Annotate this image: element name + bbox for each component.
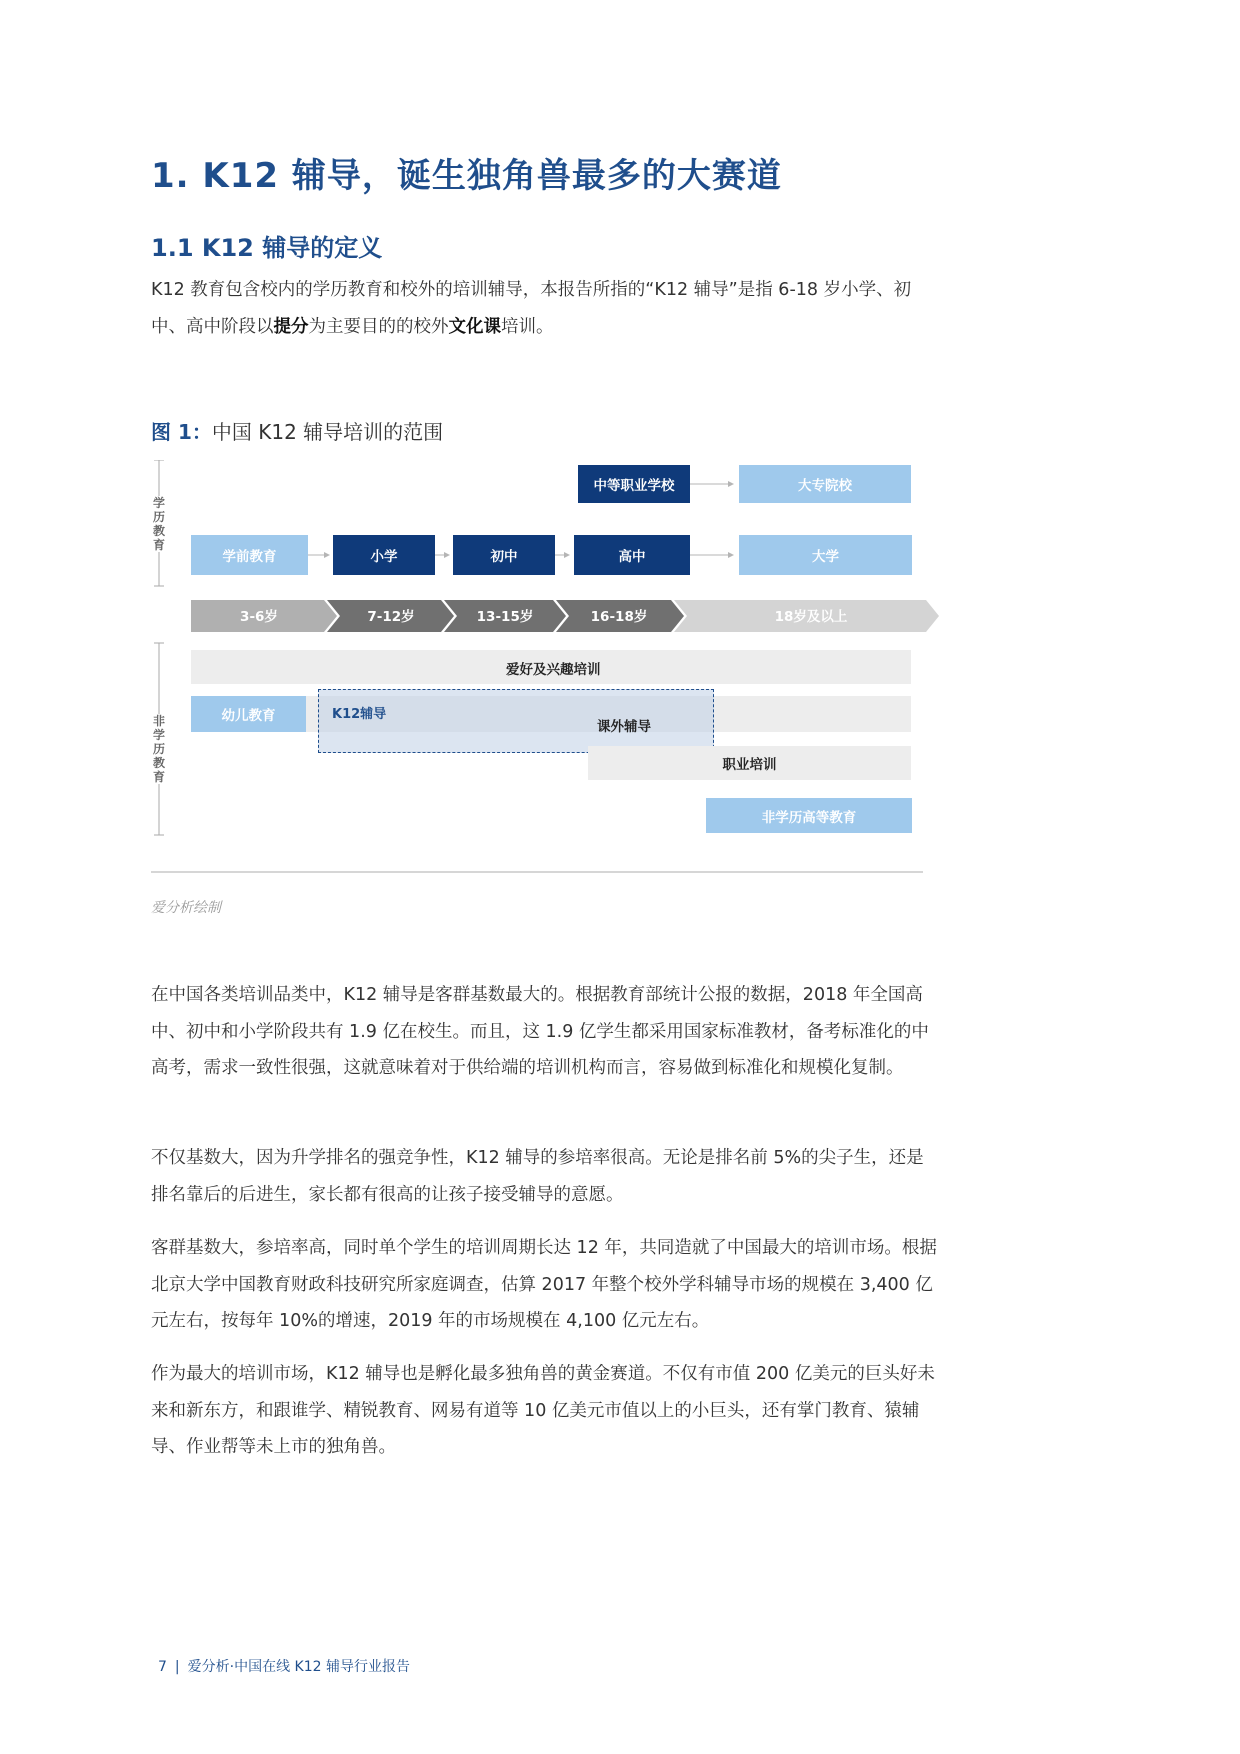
age-label: 13-15岁 [476, 609, 534, 625]
box-junior-college: 大专院校 [739, 465, 911, 503]
k12-label: K12辅导 [332, 707, 387, 722]
box-university: 大学 [739, 535, 912, 575]
tutoring-label: 课外辅导 [597, 719, 651, 735]
report-title: 爱分析·中国在线 K12 辅导行业报告 [187, 1659, 410, 1675]
body-paragraph: 不仅基数大，因为升学排名的强竞争性，K12 辅导的参培率很高。无论是排名前 5%的尖子生，还是排名靠后的后进生，家长都有很高的让孩子接受辅导的意愿。 [151, 1148, 924, 1205]
intro-paragraph: K12 教育包含校内的学历教育和校外的培训辅导，本报告所指的“K12 辅导”是指 6-18 岁小学、初中、高中阶段以提分为主要目的的校外文化课培训。 [151, 280, 912, 337]
subsection-heading: 1.1 K12 辅导的定义 [151, 234, 383, 262]
footer-separator: | [174, 1659, 180, 1675]
page-number: 7 [158, 1659, 167, 1675]
box-preschool: 学前教育 [191, 535, 308, 575]
age-label: 3-6岁 [240, 609, 278, 625]
k12-scope-diagram [151, 460, 941, 880]
box-secondary-vocational-school: 中等职业学校 [578, 465, 690, 503]
bold-term-culture: 文化课 [448, 316, 501, 337]
box-primary-school: 小学 [333, 535, 435, 575]
body-paragraph: 在中国各类培训品类中，K12 辅导是客群基数最大的。根据教育部统计公报的数据，2018 年全国高中、初中和小学阶段共有 1.9 亿在校生。而且，这 1.9 亿学生都采用国家标准教材，备考标准化的中高考，需求一致性很强，这就意味着对于供给端的培训机构而言，容易做到标准化和规模化复制。 [151, 985, 929, 1078]
section-heading: 1. K12 辅导，诞生独角兽最多的大赛道 [151, 156, 782, 196]
age-label: 16-18岁 [590, 609, 648, 625]
figure-caption: 爱分析绘制 [151, 900, 221, 916]
box-vocational-training: 职业培训 [588, 746, 911, 780]
age-label: 7-12岁 [367, 609, 415, 625]
page-footer [158, 1656, 410, 1676]
body-paragraph: 作为最大的培训市场，K12 辅导也是孵化最多独角兽的黄金赛道。不仅有市值 200 亿美元的巨头好未来和新东方，和跟谁学、精锐教育、网易有道等 10 亿美元市值以上的小巨头，还有掌门教育、猿辅导、作业帮等未上市的独角兽。 [151, 1364, 935, 1457]
box-nonformal-higher-education: 非学历高等教育 [706, 798, 912, 833]
k12-tutoring-highlight [318, 689, 714, 753]
box-hobby-training: 爱好及兴趣培训 [191, 650, 911, 684]
side-label-nonformal-education: 非学历教育 [152, 714, 165, 784]
age-label: 18岁及以上 [774, 609, 848, 625]
bold-term-score: 提分 [273, 316, 309, 337]
box-junior-high: 初中 [453, 535, 555, 575]
box-kindergarten: 幼儿教育 [191, 696, 306, 732]
figure-title: 图 1：中国 K12 辅导培训的范围 [151, 420, 444, 444]
side-label-formal-education: 学历教育 [152, 496, 165, 552]
box-senior-high: 高中 [574, 535, 690, 575]
figure-number: 图 1： [151, 420, 212, 444]
body-paragraph: 客群基数大，参培率高，同时单个学生的培训周期长达 12 年，共同造就了中国最大的培训市场。根据北京大学中国教育财政科技研究所家庭调查，估算 2017 年整个校外学科辅导市场的规模在 3,400 亿元左右，按每年 10%的增速，2019 年的市场规模在 4,100 亿元左右。 [151, 1238, 937, 1331]
